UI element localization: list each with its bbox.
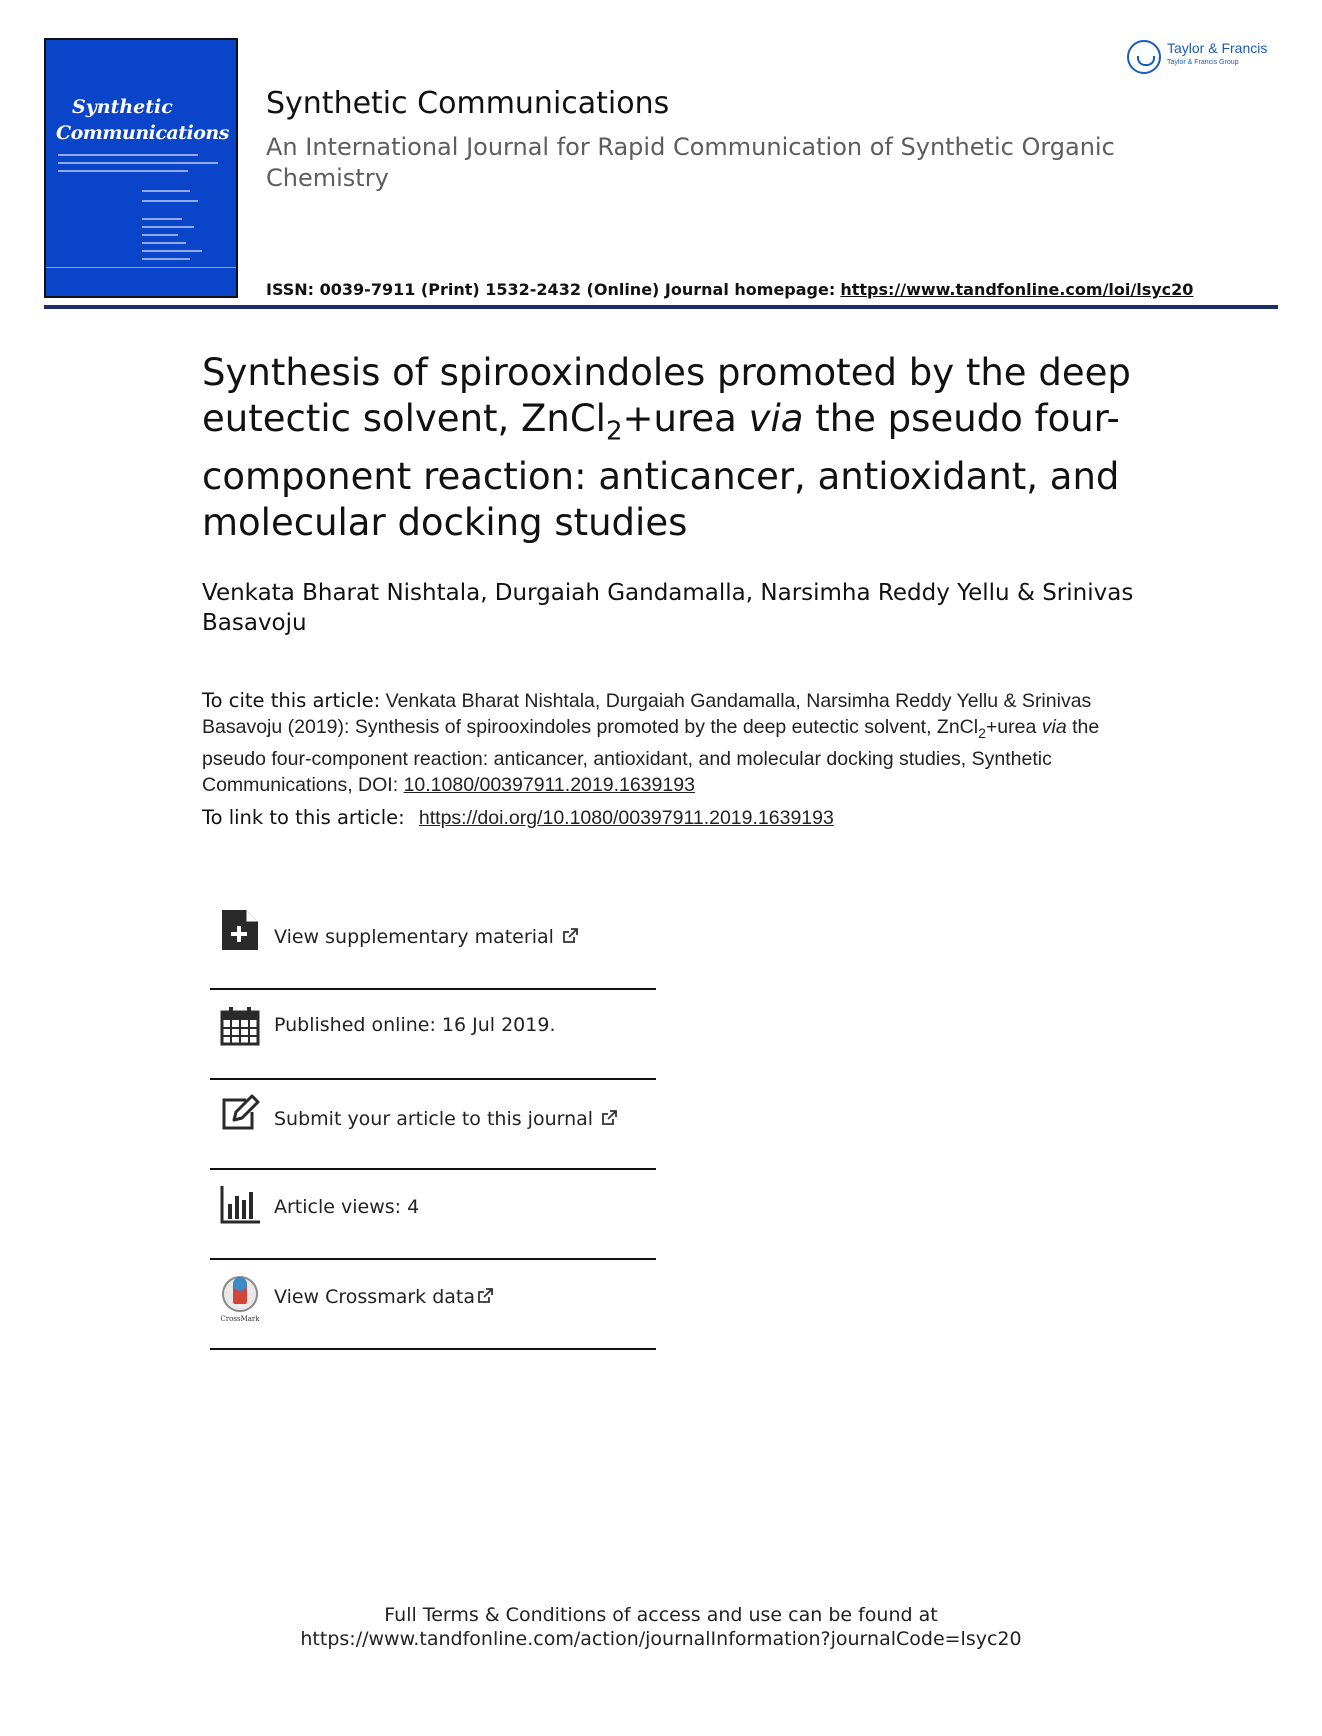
citation-text-part1: Venkata Bharat Nishtala, Durgaiah Gandamalla, Narsimha Reddy Yellu & Srinivas Basavoju (2019): Synthesis of spirooxindoles promoted by the deep eutectic solvent, ZnCl (202, 690, 1092, 738)
published-date: Published online: 16 Jul 2019. (274, 1014, 556, 1036)
article-link-line (202, 806, 834, 830)
article-title-part3: the pseudo four-component reaction: anticancer, antioxidant, and molecular docking studies (202, 397, 1120, 545)
external-link-icon (562, 928, 578, 944)
cover-text-line (142, 242, 186, 244)
cover-title-line2: Communications (56, 122, 229, 144)
publisher-group: Taylor & Francis Group (1167, 59, 1239, 66)
supplementary-link[interactable] (274, 926, 578, 948)
citation-italic: via (1041, 716, 1067, 738)
cover-text-line (58, 170, 188, 172)
article-title-part2: +urea (622, 397, 749, 440)
external-link-icon (477, 1288, 493, 1304)
cover-text-line (142, 200, 198, 202)
crossmark-row[interactable] (210, 1266, 656, 1356)
article-authors: Venkata Bharat Nishtala, Durgaiah Gandamalla, Narsimha Reddy Yellu & Srinivas Basavoju (202, 580, 1134, 636)
external-link-icon (601, 1110, 617, 1126)
doi-link[interactable]: 10.1080/00397911.2019.1639193 (403, 773, 695, 796)
cover-text-line (58, 162, 218, 164)
cover-text-line (58, 154, 198, 156)
journal-cover-image (44, 38, 238, 298)
cover-text-line (142, 258, 190, 260)
journal-title: Synthetic Communications (266, 86, 670, 121)
cover-text-line (142, 234, 178, 236)
article-views: Article views: 4 (274, 1196, 420, 1218)
cover-text-line (142, 190, 190, 192)
row-divider (210, 1258, 656, 1260)
article-title-part1: Synthesis of spirooxindoles promoted by the deep eutectic solvent, ZnCl (202, 351, 1131, 440)
row-divider (210, 988, 656, 990)
citation-label: To cite this article: (202, 689, 381, 712)
citation-text-part3: the pseudo four-component reaction: anticancer, antioxidant, and molecular docking studies, Synthetic Communications, DOI: (202, 716, 1100, 796)
crossmark-link[interactable] (274, 1286, 493, 1308)
submit-label: Submit your article to this journal (274, 1108, 594, 1130)
article-title (202, 350, 1152, 546)
article-link-label: To link to this article: (202, 806, 405, 829)
publisher-lamp-icon (1127, 40, 1161, 74)
issn-text: ISSN: 0039-7911 (Print) 1532-2432 (Online) Journal homepage: (266, 280, 836, 299)
article-title-italic: via (748, 397, 804, 440)
calendar-icon (220, 1006, 260, 1046)
journal-homepage-link[interactable]: https://www.tandfonline.com/loi/lsyc20 (840, 280, 1194, 299)
journal-subtitle: An International Journal for Rapid Communication of Synthetic Organic Chemistry (266, 133, 1115, 192)
supplementary-row[interactable] (210, 906, 656, 996)
crossmark-icon (220, 1276, 260, 1322)
header-divider (44, 305, 1278, 309)
supplementary-label: View supplementary material (274, 926, 554, 948)
edit-icon (220, 1094, 260, 1134)
article-doi-url[interactable]: https://doi.org/10.1080/00397911.2019.1639193 (418, 807, 834, 829)
publisher-name: Taylor & Francis (1167, 40, 1268, 56)
cover-text-line (142, 226, 194, 228)
page-footer (0, 1603, 1322, 1651)
citation-subscript: 2 (978, 724, 986, 741)
submit-link[interactable] (274, 1108, 617, 1130)
article-title-subscript: 2 (605, 416, 623, 447)
row-divider (210, 1078, 656, 1080)
cover-title-line1: Synthetic (72, 96, 173, 118)
crossmark-logo-text: CrossMark (220, 1315, 260, 1322)
cover-text-line (142, 218, 182, 220)
row-divider (210, 1348, 656, 1350)
bar-chart-icon (220, 1184, 260, 1224)
row-divider (210, 1168, 656, 1170)
publisher-logo[interactable] (1127, 38, 1297, 78)
views-row (210, 1176, 656, 1266)
footer-line1: Full Terms & Conditions of access and use can be found at (384, 1604, 938, 1626)
submit-row[interactable] (210, 1086, 656, 1176)
file-plus-icon (220, 910, 260, 950)
crossmark-label: View Crossmark data (274, 1286, 476, 1308)
footer-url[interactable]: https://www.tandfonline.com/action/journalInformation?journalCode=lsyc20 (300, 1628, 1022, 1650)
issn-line (266, 280, 1193, 299)
published-row (210, 996, 656, 1086)
citation-block (202, 688, 1102, 798)
citation-text-part2: +urea (985, 716, 1042, 738)
cover-footer-band (46, 267, 236, 290)
cover-text-line (142, 250, 202, 252)
